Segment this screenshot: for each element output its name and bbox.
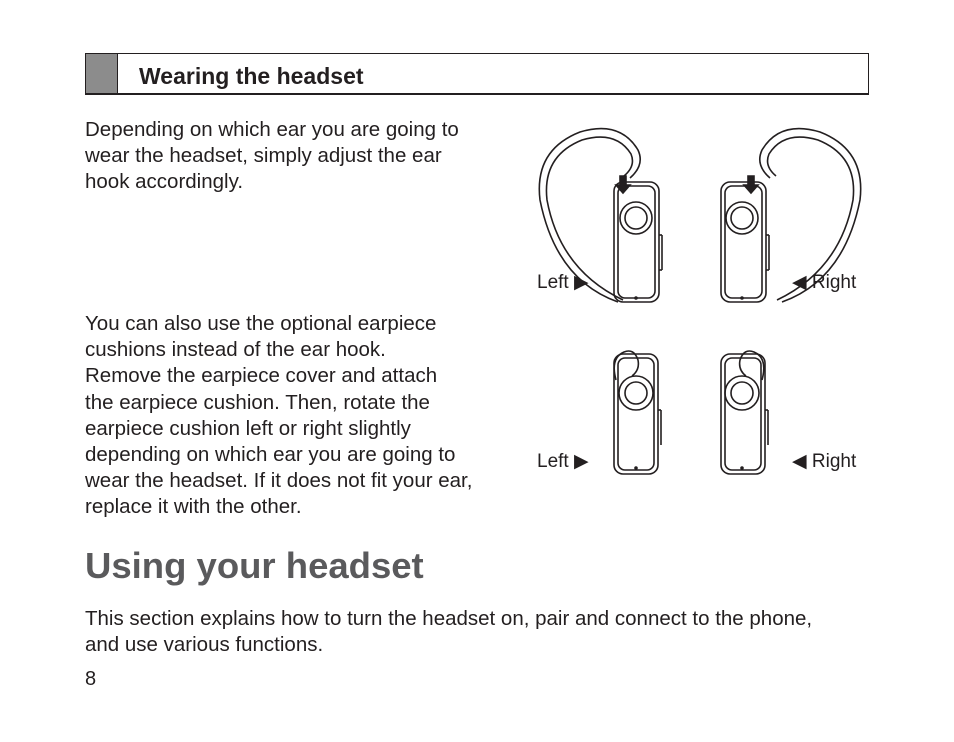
section-header	[85, 53, 869, 95]
cushion-illustration	[520, 340, 880, 480]
left-headset-body	[614, 182, 662, 302]
intro-paragraph: This section explains how to turn the headset on, pair and connect to the phone, and use various functions.	[85, 607, 813, 657]
right-headset-body	[721, 182, 769, 302]
left-label-top: Left ▶	[537, 272, 589, 293]
ear-hook-illustration	[520, 120, 880, 310]
right-headset-cushion	[721, 351, 768, 474]
left-headset-cushion	[614, 351, 661, 474]
chapter-title: Using your headset	[85, 545, 424, 586]
ear-hook-paragraph: Depending on which ear you are going to wear the headset, simply adjust the ear hook accordingly.	[85, 118, 459, 194]
left-label-bottom: Left ▶	[537, 451, 589, 472]
page-number: 8	[85, 668, 97, 690]
right-label-bottom: ◀ Right	[792, 451, 857, 472]
section-tab-marker	[86, 54, 118, 93]
cushions-paragraph: You can also use the optional earpiece cushions instead of the ear hook. Remove the earpiece cover and attach the earpiece cushion. Then, rotate the earpiece cushion left or right slightly depending on which ear you are going to wear the headset. If it does not fit your ear, replace it with the other.	[85, 312, 473, 519]
right-label-top: ◀ Right	[792, 272, 857, 293]
section-title: Wearing the headset	[139, 63, 364, 89]
